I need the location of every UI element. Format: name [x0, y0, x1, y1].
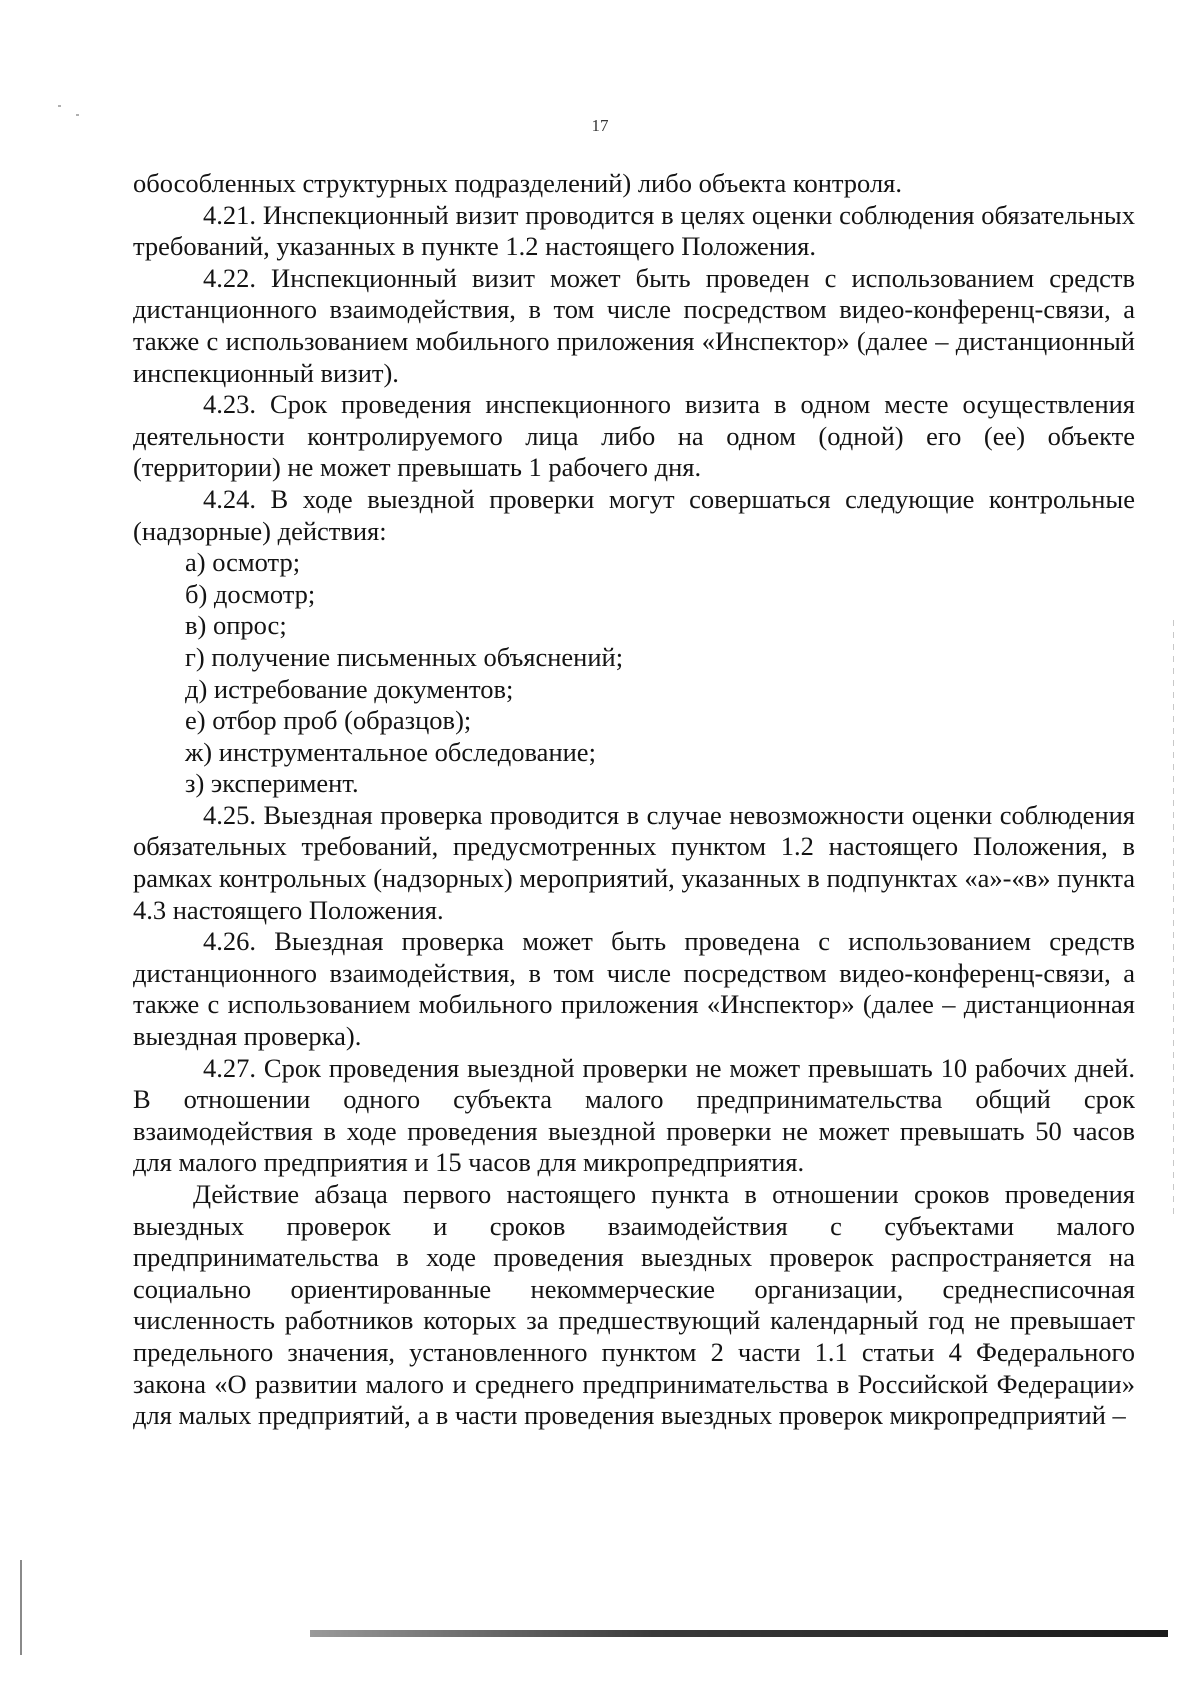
list-item: е) отбор проб (образцов); — [185, 705, 472, 736]
scan-speck — [58, 105, 61, 107]
paragraph-4-26: 4.26. Выездная проверка может быть проведена с использованием средств дистанционного взаимодействия, в том числе посредством видео-конференц-связи, а также с использованием мобильного приложения «Инспектор» (далее – дистанционная выездная проверка). — [133, 926, 1135, 1052]
scan-artifact-left-line — [20, 1560, 22, 1655]
list-item: д) истребование документов; — [185, 673, 514, 704]
paragraph-4-25: 4.25. Выездная проверка проводится в случае невозможности оценки соблюдения обязательных требований, предусмотренных пунктом 1.2 настоящего Положения, в рамках контрольных (надзорных) мероприятий, указанных в подпунктах «а»-«в» пункта 4.3 настоящего Положения. — [133, 799, 1135, 925]
paragraph-4-24: 4.24. В ходе выездной проверки могут совершаться следующие контрольные (надзорные) действия: — [133, 483, 1135, 546]
paragraph-continuation: обособленных структурных подразделений) либо объекта контроля. — [133, 168, 902, 198]
list-item: а) осмотр; — [185, 547, 301, 578]
list-item: з) эксперимент. — [185, 768, 359, 799]
paragraph-4-27: 4.27. Срок проведения выездной проверки не может превышать 10 рабочих дней. В отношении одного субъекта малого предпринимательства общий срок взаимодействия в ходе проведения выездной проверки не может превышать 50 часов для малого предприятия и 15 часов для микропредприятия. — [133, 1052, 1135, 1178]
paragraph-4-21: 4.21. Инспекционный визит проводится в целях оценки соблюдения обязательных требований, указанных в пункте 1.2 настоящего Положения. — [133, 199, 1135, 262]
page-number: 17 — [591, 116, 609, 135]
list-item: в) опрос; — [185, 610, 287, 641]
list-item: б) досмотр; — [185, 578, 316, 609]
list-item: ж) инструментальное обследование; — [185, 736, 596, 767]
scan-artifact-right-line — [1173, 620, 1174, 1220]
document-body — [133, 168, 1135, 1432]
scan-artifact-bottom-line — [310, 1630, 1168, 1637]
scan-speck — [76, 114, 79, 116]
paragraph-4-27-second: Действие абзаца первого настоящего пункта в отношении сроков проведения выездных проверок и сроков взаимодействия с субъектами малого предпринимательства в ходе проведения выездных проверок распространяется на социально ориентированные некоммерческие организации, среднесписочная численность работников которых за предшествующий календарный год не превышает предельного значения, установленного пунктом 2 части 1.1 статьи 4 Федерального закона «О развитии малого и среднего предпринимательства в Российской Федерации» для малых предприятий, а в части проведения выездных проверок микропредприятий – — [133, 1179, 1135, 1431]
paragraph-4-22: 4.22. Инспекционный визит может быть проведен с использованием средств дистанционного взаимодействия, в том числе посредством видео-конференц-связи, а также с использованием мобильного приложения «Инспектор» (далее – дистанционный инспекционный визит). — [133, 262, 1135, 388]
list-item: г) получение письменных объяснений; — [185, 641, 624, 672]
paragraph-4-23: 4.23. Срок проведения инспекционного визита в одном месте осуществления деятельности контролируемого лица либо на одном (одной) его (ее) объекте (территории) не может превышать 1 рабочего дня. — [133, 389, 1135, 483]
actions-list — [133, 547, 1135, 800]
